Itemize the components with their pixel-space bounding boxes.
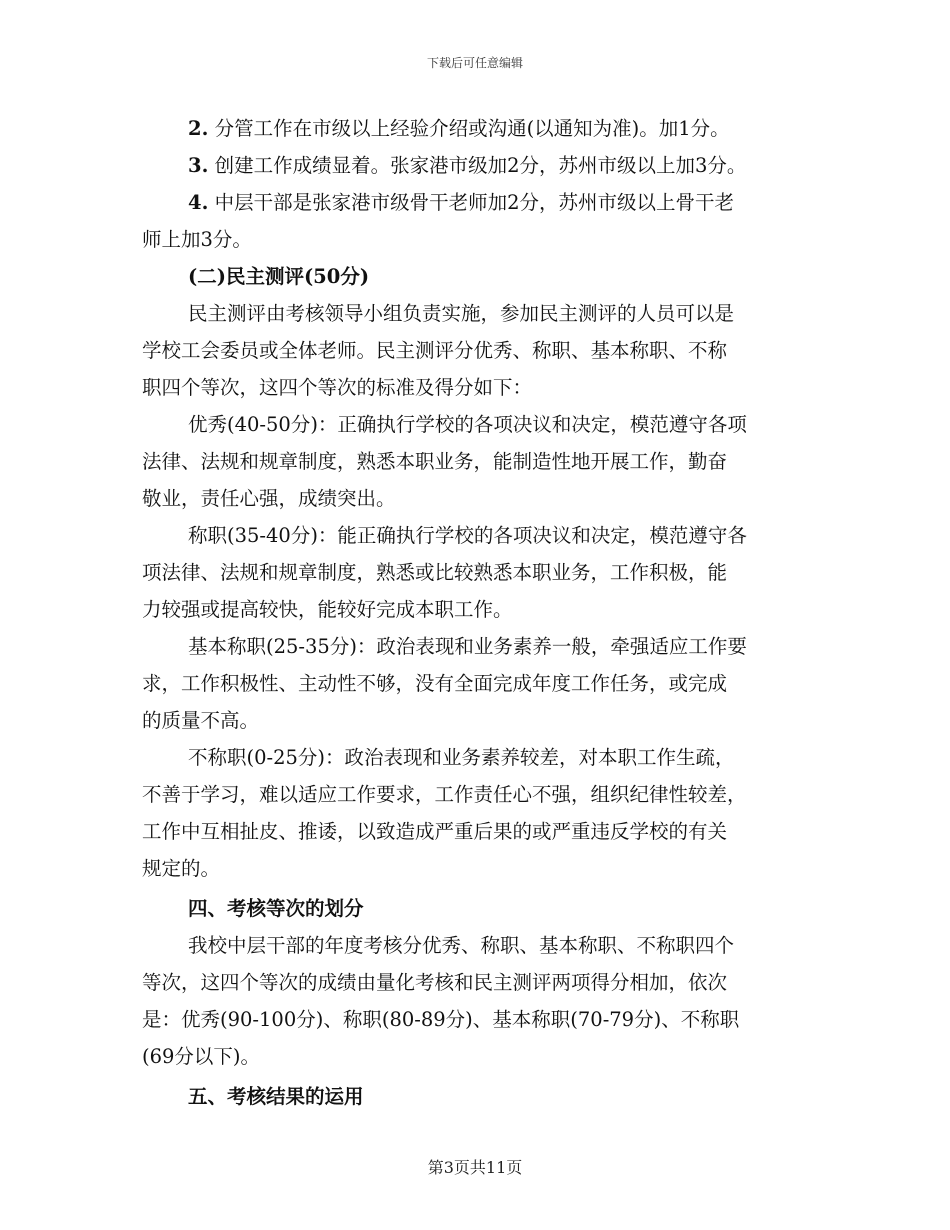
text-line: 法律、法规和规章制度，熟悉本职业务，能制造性地开展工作，勤奋 xyxy=(142,450,728,473)
paragraph-minzhu-intro xyxy=(142,295,814,406)
text-line: 不称职(0-25分)：政治表现和业务素养较差，对本职工作生疏， xyxy=(188,746,735,769)
item-number: 3. xyxy=(188,154,209,177)
document-body xyxy=(142,110,814,1115)
text-line: 等次，这四个等次的成绩由量化考核和民主测评两项得分相加，依次 xyxy=(142,971,728,994)
text-line: 的质量不高。 xyxy=(142,709,260,732)
page-header: 下载后可任意编辑 xyxy=(426,56,523,70)
item-number: 2. xyxy=(188,117,209,140)
text-line: 基本称职(25-35分)：政治表现和业务素养一般，牵强适应工作要 xyxy=(188,635,747,658)
text-line: 敬业，责任心强，成绩突出。 xyxy=(142,487,396,510)
list-item-4 xyxy=(142,184,814,221)
list-item-4-continued: 师上加3分。 xyxy=(142,228,252,251)
text-line: 规定的。 xyxy=(142,857,221,880)
list-item-3 xyxy=(142,147,814,184)
text-line: 是：优秀(90-100分)、称职(80-89分)、基本称职(70-79分)、不称职 xyxy=(142,1008,740,1031)
section-heading-5: 五、考核结果的运用 xyxy=(188,1085,364,1108)
text-line: 学校工会委员或全体老师。民主测评分优秀、称职、基本称职、不称 xyxy=(142,339,728,362)
section-heading-minzhu: (二)民主测评(50分) xyxy=(188,265,370,288)
text-line: 职四个等次，这四个等次的标准及得分如下： xyxy=(142,376,533,399)
text-line: 优秀(40-50分)：正确执行学校的各项决议和决定，模范遵守各项 xyxy=(188,413,747,436)
paragraph-section-4 xyxy=(142,927,814,1075)
text-line: 工作中互相扯皮、推诿，以致造成严重后果的或严重违反学校的有关 xyxy=(142,820,728,843)
page-footer: 第3页共11页 xyxy=(427,1158,523,1177)
section-heading-4: 四、考核等次的划分 xyxy=(188,897,364,920)
text-line: 我校中层干部的年度考核分优秀、称职、基本称职、不称职四个 xyxy=(188,934,735,957)
paragraph-bu-chenzhi xyxy=(142,739,814,887)
text-line: 力较强或提高较快，能较好完成本职工作。 xyxy=(142,598,513,621)
paragraph-chenzhi xyxy=(142,517,814,628)
text-line: 项法律、法规和规章制度，熟悉或比较熟悉本职业务，工作积极，能 xyxy=(142,561,728,584)
paragraph-youxiu xyxy=(142,406,814,517)
text-line: 求，工作积极性、主动性不够，没有全面完成年度工作任务，或完成 xyxy=(142,672,728,695)
text-line: 民主测评由考核领导小组负责实施，参加民主测评的人员可以是 xyxy=(188,302,735,325)
list-item-2 xyxy=(142,110,814,147)
item-text: 中层干部是张家港市级骨干老师加2分，苏州市级以上骨干老 xyxy=(214,191,734,214)
text-line: (69分以下)。 xyxy=(142,1045,261,1068)
item-number: 4. xyxy=(188,191,209,214)
text-line: 不善于学习，难以适应工作要求，工作责任心不强，组织纪律性较差， xyxy=(142,783,747,806)
text-line: 称职(35-40分)：能正确执行学校的各项决议和决定，模范遵守各 xyxy=(188,524,747,547)
item-text: 分管工作在市级以上经验介绍或沟通(以通知为准)。加1分。 xyxy=(214,117,730,140)
item-text: 创建工作成绩显着。张家港市级加2分，苏州市级以上加3分。 xyxy=(214,154,747,177)
paragraph-jiben-chenzhi xyxy=(142,628,814,739)
